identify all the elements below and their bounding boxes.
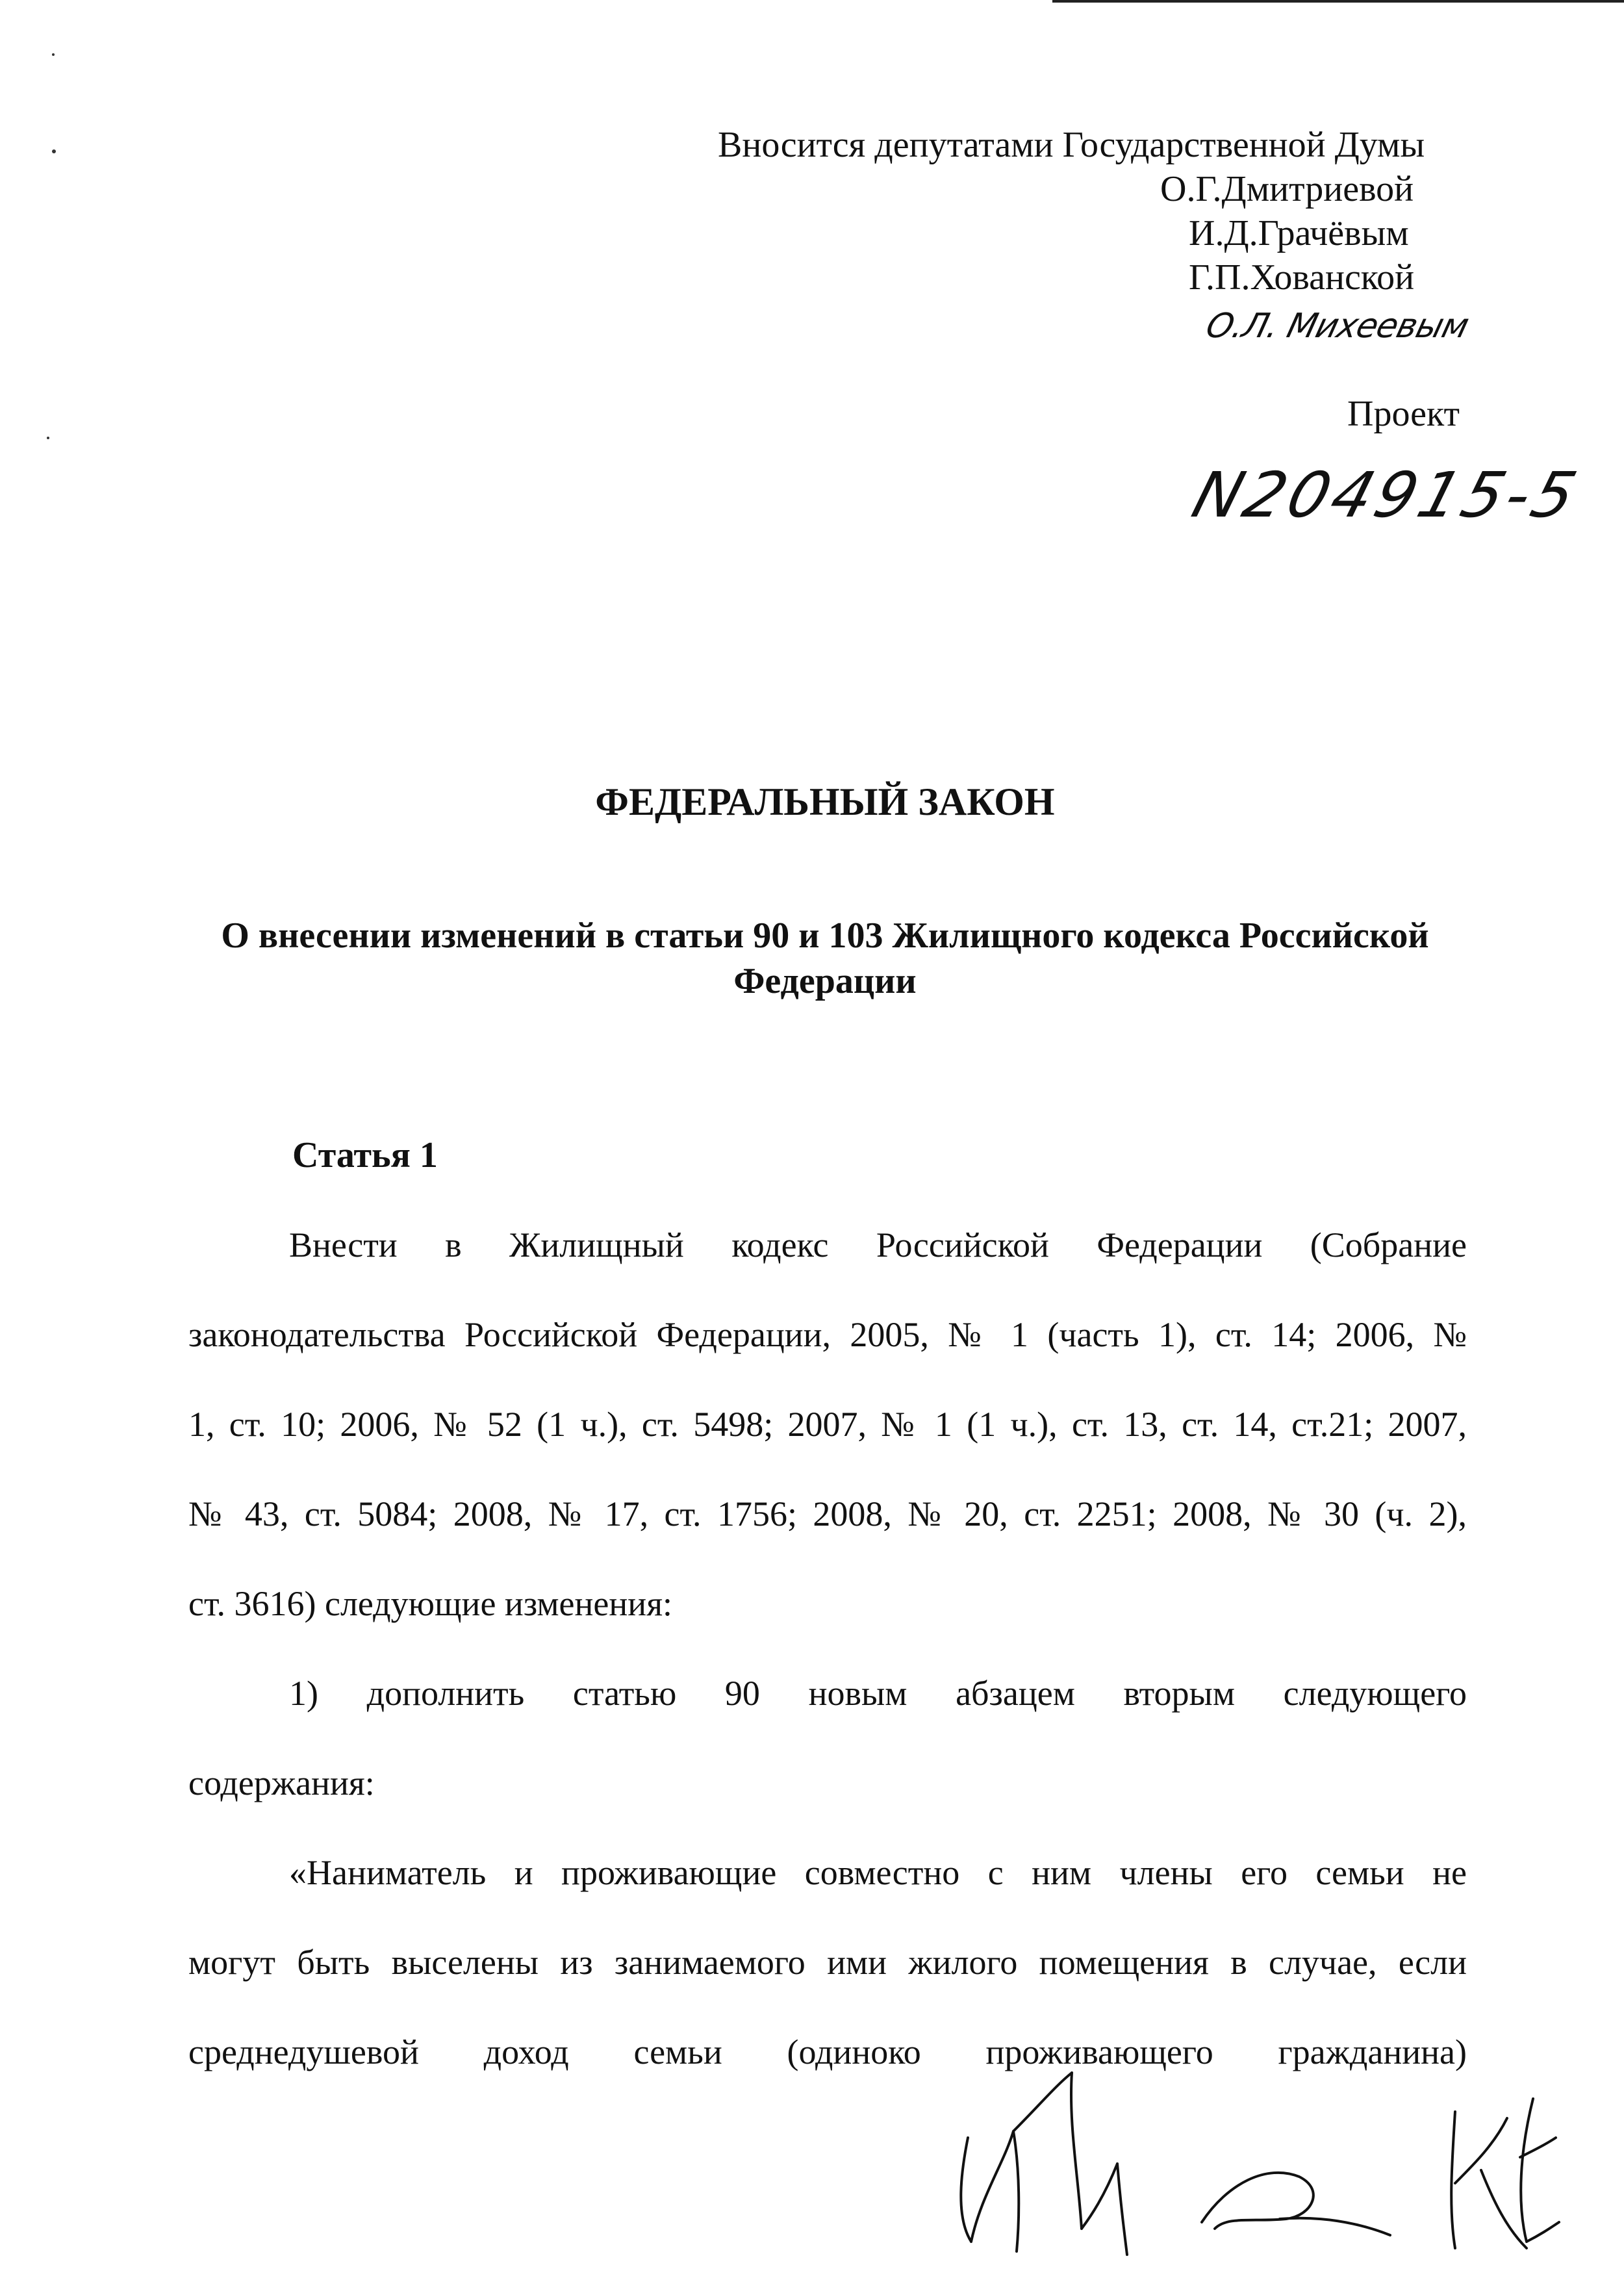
amendment-item-line: 1) дополнить статью 90 новым абзацем вторым следующего bbox=[289, 1674, 1467, 1713]
signature-mark bbox=[1436, 2073, 1566, 2261]
scan-speck bbox=[52, 149, 56, 153]
scan-edge-line bbox=[1052, 0, 1624, 3]
article-text-line: законодательства Российской Федерации, 2005, № 1 (часть 1), ст. 14; 2006, № bbox=[188, 1315, 1467, 1354]
handwritten-bill-number: N204915-5 bbox=[1184, 459, 1588, 532]
article-text-line: 1, ст. 10; 2006, № 52 (1 ч.), ст. 5498; 2007, № 1 (1 ч.), ст. 13, ст. 14, ст.21; 2007, bbox=[188, 1405, 1467, 1444]
scan-speck bbox=[52, 53, 55, 56]
article-text-line: ст. 3616) следующие изменения: bbox=[188, 1584, 673, 1623]
draft-label: Проект bbox=[1347, 394, 1460, 434]
scan-speck bbox=[47, 437, 49, 439]
quoted-text-line: среднедушевой доход семьи (одиноко проживающего гражданина) bbox=[188, 2032, 1467, 2071]
law-subject-line-2: Федерации bbox=[733, 961, 917, 1001]
quoted-text-line: «Наниматель и проживающие совместно с ним члены его семьи не bbox=[289, 1853, 1467, 1892]
handwritten-deputy-name: О.Л. Михеевым bbox=[1202, 307, 1473, 346]
law-subject-line-1: О внесении изменений в статьи 90 и 103 Жилищного кодекса Российской bbox=[221, 916, 1429, 956]
article-text-line: Внести в Жилищный кодекс Российской Федерации (Собрание bbox=[289, 1225, 1467, 1264]
deputy-name: Г.П.Хованской bbox=[1189, 257, 1415, 298]
article-heading: Статья 1 bbox=[292, 1135, 438, 1175]
quoted-text-line: могут быть выселены из занимаемого ими жилого помещения в случае, если bbox=[188, 1943, 1467, 1982]
law-type-title: ФЕДЕРАЛЬНЫЙ ЗАКОН bbox=[595, 780, 1055, 823]
deputy-name: О.Г.Дмитриевой bbox=[1160, 169, 1414, 209]
amendment-item-line: содержания: bbox=[188, 1763, 375, 1802]
signature-mark bbox=[1189, 2144, 1403, 2248]
signature-mark bbox=[942, 2066, 1156, 2261]
submitted-by-line: Вносится депутатами Государственной Думы bbox=[718, 125, 1425, 165]
deputy-name: И.Д.Грачёвым bbox=[1189, 213, 1409, 253]
article-text-line: № 43, ст. 5084; 2008, № 17, ст. 1756; 2008, № 20, ст. 2251; 2008, № 30 (ч. 2), bbox=[188, 1494, 1467, 1533]
